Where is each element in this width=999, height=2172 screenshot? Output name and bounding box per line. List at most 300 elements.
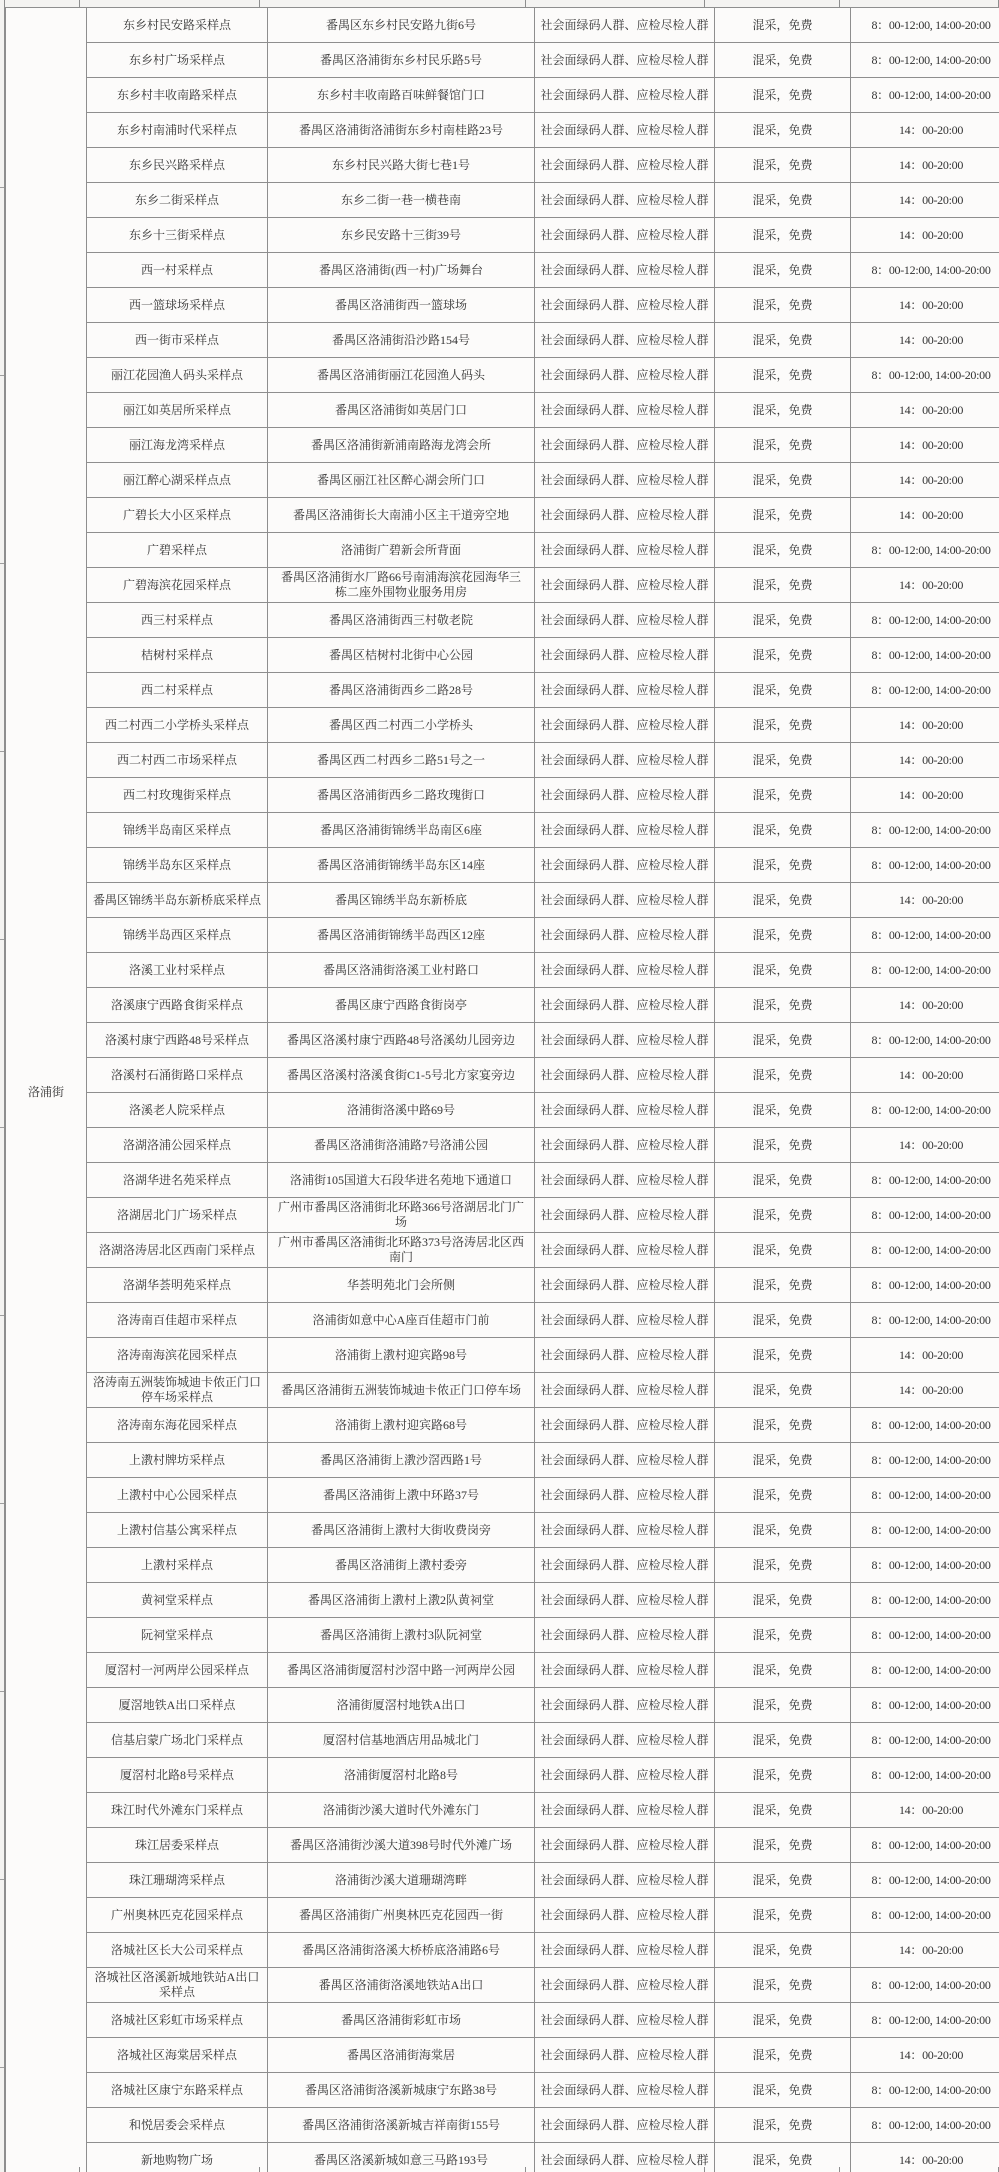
site-name-cell: 上漖村牌坊采样点 bbox=[87, 1443, 268, 1478]
method-cell: 混采，免费 bbox=[715, 1758, 851, 1793]
population-cell: 社会面绿码人群、应检尽检人群 bbox=[535, 323, 715, 358]
time-cell: 14：00-20:00 bbox=[851, 428, 999, 463]
method-cell: 混采，免费 bbox=[715, 1898, 851, 1933]
method-cell: 混采，免费 bbox=[715, 1058, 851, 1093]
address-cell: 番禺区洛溪村洛溪食街C1-5号北方家宴旁边 bbox=[268, 1058, 535, 1093]
site-name-cell: 洛溪工业村采样点 bbox=[87, 953, 268, 988]
site-name-cell: 东乡村广场采样点 bbox=[87, 43, 268, 78]
address-cell: 番禺区西二村西乡二路51号之一 bbox=[268, 743, 535, 778]
table-row bbox=[6, 1443, 999, 1478]
site-name-cell: 珠江珊瑚湾采样点 bbox=[87, 1863, 268, 1898]
population-cell: 社会面绿码人群、应检尽检人群 bbox=[535, 1758, 715, 1793]
time-cell: 8：00-12:00, 14:00-20:00 bbox=[851, 2108, 999, 2143]
site-name-cell: 东乡村丰收南路采样点 bbox=[87, 78, 268, 113]
address-cell: 番禺区洛浦街长大南浦小区主干道旁空地 bbox=[268, 498, 535, 533]
population-cell: 社会面绿码人群、应检尽检人群 bbox=[535, 1828, 715, 1863]
method-cell: 混采，免费 bbox=[715, 1303, 851, 1338]
site-name-cell: 厦滘村北路8号采样点 bbox=[87, 1758, 268, 1793]
method-cell: 混采，免费 bbox=[715, 1128, 851, 1163]
site-name-cell: 东乡民兴路采样点 bbox=[87, 148, 268, 183]
method-cell: 混采，免费 bbox=[715, 1933, 851, 1968]
method-cell: 混采，免费 bbox=[715, 183, 851, 218]
population-cell: 社会面绿码人群、应检尽检人群 bbox=[535, 918, 715, 953]
time-cell: 14：00-20:00 bbox=[851, 323, 999, 358]
method-cell: 混采，免费 bbox=[715, 708, 851, 743]
population-cell: 社会面绿码人群、应检尽检人群 bbox=[535, 1093, 715, 1128]
method-cell: 混采，免费 bbox=[715, 568, 851, 603]
population-cell: 社会面绿码人群、应检尽检人群 bbox=[535, 288, 715, 323]
population-cell: 社会面绿码人群、应检尽检人群 bbox=[535, 1968, 715, 2003]
method-cell: 混采，免费 bbox=[715, 1513, 851, 1548]
site-name-cell: 洛湖华进名苑采样点 bbox=[87, 1163, 268, 1198]
table-row bbox=[6, 848, 999, 883]
time-cell: 14：00-20:00 bbox=[851, 113, 999, 148]
method-cell: 混采，免费 bbox=[715, 533, 851, 568]
time-cell: 8：00-12:00, 14:00-20:00 bbox=[851, 1478, 999, 1513]
method-cell: 混采，免费 bbox=[715, 673, 851, 708]
site-name-cell: 锦绣半岛东区采样点 bbox=[87, 848, 268, 883]
table-row bbox=[6, 78, 999, 113]
table-row bbox=[6, 2003, 999, 2038]
address-cell: 番禺区洛溪新城如意三马路193号 bbox=[268, 2143, 535, 2172]
time-cell: 8：00-12:00, 14:00-20:00 bbox=[851, 1653, 999, 1688]
site-name-cell: 厦滘地铁A出口采样点 bbox=[87, 1688, 268, 1723]
method-cell: 混采，免费 bbox=[715, 1723, 851, 1758]
table-row bbox=[6, 918, 999, 953]
time-cell: 8：00-12:00, 14:00-20:00 bbox=[851, 1163, 999, 1198]
time-cell: 14：00-20:00 bbox=[851, 288, 999, 323]
address-cell: 洛浦街沙溪大道时代外滩东门 bbox=[268, 1793, 535, 1828]
time-cell: 14：00-20:00 bbox=[851, 2143, 999, 2172]
population-cell: 社会面绿码人群、应检尽检人群 bbox=[535, 988, 715, 1023]
site-name-cell: 洛溪村康宁西路48号采样点 bbox=[87, 1023, 268, 1058]
site-name-cell: 广州奥林匹克花园采样点 bbox=[87, 1898, 268, 1933]
population-cell: 社会面绿码人群、应检尽检人群 bbox=[535, 603, 715, 638]
address-cell: 华荟明苑北门会所侧 bbox=[268, 1268, 535, 1303]
address-cell: 洛浦街上漖村迎宾路68号 bbox=[268, 1408, 535, 1443]
table-row bbox=[6, 1513, 999, 1548]
time-cell: 14：00-20:00 bbox=[851, 393, 999, 428]
time-cell: 8：00-12:00, 14:00-20:00 bbox=[851, 1898, 999, 1933]
population-cell: 社会面绿码人群、应检尽检人群 bbox=[535, 8, 715, 43]
time-cell: 14：00-20:00 bbox=[851, 1338, 999, 1373]
site-name-cell: 和悦居委会采样点 bbox=[87, 2108, 268, 2143]
method-cell: 混采，免费 bbox=[715, 778, 851, 813]
site-name-cell: 洛城社区康宁东路采样点 bbox=[87, 2073, 268, 2108]
population-cell: 社会面绿码人群、应检尽检人群 bbox=[535, 533, 715, 568]
table-row bbox=[6, 673, 999, 708]
method-cell: 混采，免费 bbox=[715, 148, 851, 183]
population-cell: 社会面绿码人群、应检尽检人群 bbox=[535, 1443, 715, 1478]
method-cell: 混采，免费 bbox=[715, 1408, 851, 1443]
address-cell: 番禺区洛浦街新浦南路海龙湾会所 bbox=[268, 428, 535, 463]
table-row bbox=[6, 1198, 999, 1233]
method-cell: 混采，免费 bbox=[715, 1268, 851, 1303]
population-cell: 社会面绿码人群、应检尽检人群 bbox=[535, 358, 715, 393]
method-cell: 混采，免费 bbox=[715, 78, 851, 113]
site-name-cell: 洛湖华荟明苑采样点 bbox=[87, 1268, 268, 1303]
table-row bbox=[6, 183, 999, 218]
time-cell: 8：00-12:00, 14:00-20:00 bbox=[851, 848, 999, 883]
time-cell: 8：00-12:00, 14:00-20:00 bbox=[851, 1968, 999, 2003]
table-row bbox=[6, 393, 999, 428]
time-cell: 8：00-12:00, 14:00-20:00 bbox=[851, 1723, 999, 1758]
table-row bbox=[6, 1968, 999, 2003]
site-name-cell: 洛湖居北门广场采样点 bbox=[87, 1198, 268, 1233]
method-cell: 混采，免费 bbox=[715, 1618, 851, 1653]
time-cell: 8：00-12:00, 14:00-20:00 bbox=[851, 1303, 999, 1338]
population-cell: 社会面绿码人群、应检尽检人群 bbox=[535, 848, 715, 883]
method-cell: 混采，免费 bbox=[715, 358, 851, 393]
site-name-cell: 上漖村采样点 bbox=[87, 1548, 268, 1583]
time-cell: 8：00-12:00, 14:00-20:00 bbox=[851, 953, 999, 988]
site-name-cell: 信基启蒙广场北门采样点 bbox=[87, 1723, 268, 1758]
method-cell: 混采，免费 bbox=[715, 428, 851, 463]
table-row bbox=[6, 43, 999, 78]
address-cell: 番禺区洛浦街西乡二路28号 bbox=[268, 673, 535, 708]
address-cell: 番禺区洛浦街洛溪新城康宁东路38号 bbox=[268, 2073, 535, 2108]
site-name-cell: 黄祠堂采样点 bbox=[87, 1583, 268, 1618]
time-cell: 8：00-12:00, 14:00-20:00 bbox=[851, 8, 999, 43]
table-wrap bbox=[5, 7, 999, 2172]
method-cell: 混采，免费 bbox=[715, 1023, 851, 1058]
address-cell: 番禺区洛浦街(西一村)广场舞台 bbox=[268, 253, 535, 288]
table-row bbox=[6, 358, 999, 393]
table-row bbox=[6, 813, 999, 848]
grid-stub-line bbox=[259, 2167, 260, 2172]
address-cell: 番禺区洛浦街洛溪新城吉祥南街155号 bbox=[268, 2108, 535, 2143]
population-cell: 社会面绿码人群、应检尽检人群 bbox=[535, 2038, 715, 2073]
time-cell: 14：00-20:00 bbox=[851, 1373, 999, 1408]
site-name-cell: 丽江如英居所采样点 bbox=[87, 393, 268, 428]
grid-stub-line bbox=[79, 2167, 80, 2172]
population-cell: 社会面绿码人群、应检尽检人群 bbox=[535, 1128, 715, 1163]
table-row bbox=[6, 1233, 999, 1268]
time-cell: 14：00-20:00 bbox=[851, 1128, 999, 1163]
method-cell: 混采，免费 bbox=[715, 1583, 851, 1618]
site-name-cell: 珠江居委采样点 bbox=[87, 1828, 268, 1863]
address-cell: 番禺区桔树村北街中心公园 bbox=[268, 638, 535, 673]
population-cell: 社会面绿码人群、应检尽检人群 bbox=[535, 1478, 715, 1513]
table-row bbox=[6, 1758, 999, 1793]
population-cell: 社会面绿码人群、应检尽检人群 bbox=[535, 883, 715, 918]
method-cell: 混采，免费 bbox=[715, 218, 851, 253]
population-cell: 社会面绿码人群、应检尽检人群 bbox=[535, 673, 715, 708]
address-cell: 番禺区西二村西二小学桥头 bbox=[268, 708, 535, 743]
site-name-cell: 洛涛南东海花园采样点 bbox=[87, 1408, 268, 1443]
population-cell: 社会面绿码人群、应检尽检人群 bbox=[535, 1408, 715, 1443]
address-cell: 番禺区洛浦街水厂路66号南浦海滨花园海华三栋二座外围物业服务用房 bbox=[268, 568, 535, 603]
time-cell: 14：00-20:00 bbox=[851, 883, 999, 918]
table-row bbox=[6, 1163, 999, 1198]
time-cell: 8：00-12:00, 14:00-20:00 bbox=[851, 2073, 999, 2108]
table-row bbox=[6, 568, 999, 603]
method-cell: 混采，免费 bbox=[715, 1548, 851, 1583]
table-row bbox=[6, 1023, 999, 1058]
population-cell: 社会面绿码人群、应检尽检人群 bbox=[535, 1023, 715, 1058]
population-cell: 社会面绿码人群、应检尽检人群 bbox=[535, 463, 715, 498]
time-cell: 14：00-20:00 bbox=[851, 463, 999, 498]
population-cell: 社会面绿码人群、应检尽检人群 bbox=[535, 638, 715, 673]
population-cell: 社会面绿码人群、应检尽检人群 bbox=[535, 253, 715, 288]
time-cell: 8：00-12:00, 14:00-20:00 bbox=[851, 1863, 999, 1898]
site-name-cell: 洛湖洛浦公园采样点 bbox=[87, 1128, 268, 1163]
method-cell: 混采，免费 bbox=[715, 1443, 851, 1478]
time-cell: 8：00-12:00, 14:00-20:00 bbox=[851, 78, 999, 113]
site-name-cell: 丽江海龙湾采样点 bbox=[87, 428, 268, 463]
population-cell: 社会面绿码人群、应检尽检人群 bbox=[535, 1338, 715, 1373]
site-name-cell: 锦绣半岛南区采样点 bbox=[87, 813, 268, 848]
method-cell: 混采，免费 bbox=[715, 1478, 851, 1513]
address-cell: 番禺区康宁西路食街岗亭 bbox=[268, 988, 535, 1023]
time-cell: 8：00-12:00, 14:00-20:00 bbox=[851, 1443, 999, 1478]
table-row bbox=[6, 428, 999, 463]
grid-stub-line bbox=[525, 0, 526, 7]
population-cell: 社会面绿码人群、应检尽检人群 bbox=[535, 708, 715, 743]
table-row bbox=[6, 1128, 999, 1163]
time-cell: 8：00-12:00, 14:00-20:00 bbox=[851, 253, 999, 288]
method-cell: 混采，免费 bbox=[715, 393, 851, 428]
method-cell: 混采，免费 bbox=[715, 1653, 851, 1688]
address-cell: 洛浦街洛溪中路69号 bbox=[268, 1093, 535, 1128]
address-cell: 番禺区洛浦街厦滘村沙滘中路一河两岸公园 bbox=[268, 1653, 535, 1688]
address-cell: 番禺区洛浦街五洲装饰城迪卡侬正门口停车场 bbox=[268, 1373, 535, 1408]
population-cell: 社会面绿码人群、应检尽检人群 bbox=[535, 743, 715, 778]
method-cell: 混采，免费 bbox=[715, 1968, 851, 2003]
time-cell: 8：00-12:00, 14:00-20:00 bbox=[851, 1688, 999, 1723]
site-name-cell: 西二村采样点 bbox=[87, 673, 268, 708]
population-cell: 社会面绿码人群、应检尽检人群 bbox=[535, 1268, 715, 1303]
population-cell: 社会面绿码人群、应检尽检人群 bbox=[535, 568, 715, 603]
method-cell: 混采，免费 bbox=[715, 813, 851, 848]
time-cell: 8：00-12:00, 14:00-20:00 bbox=[851, 1198, 999, 1233]
table-row bbox=[6, 638, 999, 673]
population-cell: 社会面绿码人群、应检尽检人群 bbox=[535, 1863, 715, 1898]
table-row bbox=[6, 113, 999, 148]
table-row bbox=[6, 1793, 999, 1828]
time-cell: 8：00-12:00, 14:00-20:00 bbox=[851, 1023, 999, 1058]
time-cell: 14：00-20:00 bbox=[851, 708, 999, 743]
table-row bbox=[6, 1303, 999, 1338]
population-cell: 社会面绿码人群、应检尽检人群 bbox=[535, 1198, 715, 1233]
population-cell: 社会面绿码人群、应检尽检人群 bbox=[535, 1548, 715, 1583]
method-cell: 混采，免费 bbox=[715, 1233, 851, 1268]
method-cell: 混采，免费 bbox=[715, 1373, 851, 1408]
table-row bbox=[6, 463, 999, 498]
table-row bbox=[6, 883, 999, 918]
method-cell: 混采，免费 bbox=[715, 8, 851, 43]
population-cell: 社会面绿码人群、应检尽检人群 bbox=[535, 78, 715, 113]
address-cell: 东乡村民兴路大街七巷1号 bbox=[268, 148, 535, 183]
population-cell: 社会面绿码人群、应检尽检人群 bbox=[535, 113, 715, 148]
method-cell: 混采，免费 bbox=[715, 603, 851, 638]
population-cell: 社会面绿码人群、应检尽检人群 bbox=[535, 1583, 715, 1618]
site-name-cell: 洛城社区海棠居采样点 bbox=[87, 2038, 268, 2073]
population-cell: 社会面绿码人群、应检尽检人群 bbox=[535, 1163, 715, 1198]
population-cell: 社会面绿码人群、应检尽检人群 bbox=[535, 1058, 715, 1093]
population-cell: 社会面绿码人群、应检尽检人群 bbox=[535, 43, 715, 78]
table-row bbox=[6, 1863, 999, 1898]
population-cell: 社会面绿码人群、应检尽检人群 bbox=[535, 778, 715, 813]
address-cell: 厦滘村信基地酒店用品城北门 bbox=[268, 1723, 535, 1758]
population-cell: 社会面绿码人群、应检尽检人群 bbox=[535, 1933, 715, 1968]
address-cell: 广州市番禺区洛浦街北环路366号洛湖居北门广场 bbox=[268, 1198, 535, 1233]
site-name-cell: 阮祠堂采样点 bbox=[87, 1618, 268, 1653]
address-cell: 广州市番禺区洛浦街北环路373号洛涛居北区西南门 bbox=[268, 1233, 535, 1268]
time-cell: 14：00-20:00 bbox=[851, 1058, 999, 1093]
site-name-cell: 锦绣半岛西区采样点 bbox=[87, 918, 268, 953]
site-name-cell: 洛城社区洛溪新城地铁站A出口采样点 bbox=[87, 1968, 268, 2003]
address-cell: 番禺区锦绣半岛东新桥底 bbox=[268, 883, 535, 918]
time-cell: 8：00-12:00, 14:00-20:00 bbox=[851, 1758, 999, 1793]
population-cell: 社会面绿码人群、应检尽检人群 bbox=[535, 1653, 715, 1688]
time-cell: 14：00-20:00 bbox=[851, 183, 999, 218]
time-cell: 8：00-12:00, 14:00-20:00 bbox=[851, 1268, 999, 1303]
address-cell: 番禺区丽江社区醉心湖会所门口 bbox=[268, 463, 535, 498]
time-cell: 8：00-12:00, 14:00-20:00 bbox=[851, 1828, 999, 1863]
time-cell: 14：00-20:00 bbox=[851, 1933, 999, 1968]
population-cell: 社会面绿码人群、应检尽检人群 bbox=[535, 1688, 715, 1723]
address-cell: 番禺区洛浦街洛溪地铁站A出口 bbox=[268, 1968, 535, 2003]
table-row bbox=[6, 1583, 999, 1618]
time-cell: 14：00-20:00 bbox=[851, 568, 999, 603]
time-cell: 14：00-20:00 bbox=[851, 498, 999, 533]
method-cell: 混采，免费 bbox=[715, 2073, 851, 2108]
population-cell: 社会面绿码人群、应检尽检人群 bbox=[535, 1618, 715, 1653]
table-row bbox=[6, 778, 999, 813]
time-cell: 8：00-12:00, 14:00-20:00 bbox=[851, 1408, 999, 1443]
site-name-cell: 厦滘村一河两岸公园采样点 bbox=[87, 1653, 268, 1688]
address-cell: 东乡民安路十三街39号 bbox=[268, 218, 535, 253]
population-cell: 社会面绿码人群、应检尽检人群 bbox=[535, 183, 715, 218]
population-cell: 社会面绿码人群、应检尽检人群 bbox=[535, 1513, 715, 1548]
table-row bbox=[6, 1093, 999, 1128]
table-row bbox=[6, 1618, 999, 1653]
table-row bbox=[6, 253, 999, 288]
population-cell: 社会面绿码人群、应检尽检人群 bbox=[535, 1233, 715, 1268]
address-cell: 番禺区洛浦街上漖村大街收费岗旁 bbox=[268, 1513, 535, 1548]
address-cell: 番禺区洛浦街洛浦路7号洛浦公园 bbox=[268, 1128, 535, 1163]
address-cell: 洛浦街厦滘村地铁A出口 bbox=[268, 1688, 535, 1723]
table-row bbox=[6, 1828, 999, 1863]
site-name-cell: 西一村采样点 bbox=[87, 253, 268, 288]
address-cell: 番禺区洛浦街西三村敬老院 bbox=[268, 603, 535, 638]
table-row bbox=[6, 2038, 999, 2073]
method-cell: 混采，免费 bbox=[715, 1093, 851, 1128]
site-name-cell: 广碧海滨花园采样点 bbox=[87, 568, 268, 603]
site-name-cell: 洛涛南五洲装饰城迪卡侬正门口停车场采样点 bbox=[87, 1373, 268, 1408]
grid-stub-line bbox=[704, 2167, 705, 2172]
table-row bbox=[6, 1688, 999, 1723]
site-name-cell: 番禺区锦绣半岛东新桥底采样点 bbox=[87, 883, 268, 918]
population-cell: 社会面绿码人群、应检尽检人群 bbox=[535, 953, 715, 988]
address-cell: 番禺区洛浦街沿沙路154号 bbox=[268, 323, 535, 358]
site-name-cell: 洛涛南海滨花园采样点 bbox=[87, 1338, 268, 1373]
population-cell: 社会面绿码人群、应检尽检人群 bbox=[535, 428, 715, 463]
table-row bbox=[6, 953, 999, 988]
time-cell: 8：00-12:00, 14:00-20:00 bbox=[851, 358, 999, 393]
grid-stub-line bbox=[704, 0, 705, 7]
population-cell: 社会面绿码人群、应检尽检人群 bbox=[535, 498, 715, 533]
table-row bbox=[6, 743, 999, 778]
address-cell: 番禺区洛浦街广州奥林匹克花园西一街 bbox=[268, 1898, 535, 1933]
method-cell: 混采，免费 bbox=[715, 953, 851, 988]
time-cell: 14：00-20:00 bbox=[851, 2038, 999, 2073]
site-name-cell: 西二村西二市场采样点 bbox=[87, 743, 268, 778]
table-row bbox=[6, 603, 999, 638]
address-cell: 番禺区洛浦街上漖村上漖2队黄祠堂 bbox=[268, 1583, 535, 1618]
address-cell: 番禺区洛浦街西一篮球场 bbox=[268, 288, 535, 323]
method-cell: 混采，免费 bbox=[715, 498, 851, 533]
site-name-cell: 西二村玫瑰街采样点 bbox=[87, 778, 268, 813]
table-row bbox=[6, 1898, 999, 1933]
table-row bbox=[6, 1058, 999, 1093]
population-cell: 社会面绿码人群、应检尽检人群 bbox=[535, 393, 715, 428]
grid-stub-line bbox=[79, 0, 80, 7]
method-cell: 混采，免费 bbox=[715, 848, 851, 883]
population-cell: 社会面绿码人群、应检尽检人群 bbox=[535, 1373, 715, 1408]
method-cell: 混采，免费 bbox=[715, 1688, 851, 1723]
method-cell: 混采，免费 bbox=[715, 1198, 851, 1233]
population-cell: 社会面绿码人群、应检尽检人群 bbox=[535, 2003, 715, 2038]
table-row bbox=[6, 1338, 999, 1373]
site-name-cell: 广碧采样点 bbox=[87, 533, 268, 568]
method-cell: 混采，免费 bbox=[715, 253, 851, 288]
time-cell: 8：00-12:00, 14:00-20:00 bbox=[851, 1233, 999, 1268]
address-cell: 番禺区洛浦街西乡二路玫瑰街口 bbox=[268, 778, 535, 813]
address-cell: 番禺区洛浦街丽江花园渔人码头 bbox=[268, 358, 535, 393]
site-name-cell: 桔树村采样点 bbox=[87, 638, 268, 673]
method-cell: 混采，免费 bbox=[715, 2003, 851, 2038]
address-cell: 番禺区洛浦街锦绣半岛南区6座 bbox=[268, 813, 535, 848]
address-cell: 东乡二街一巷一横巷南 bbox=[268, 183, 535, 218]
address-cell: 番禺区洛浦街上漖村3队阮祠堂 bbox=[268, 1618, 535, 1653]
address-cell: 番禺区洛浦街海棠居 bbox=[268, 2038, 535, 2073]
address-cell: 番禺区洛溪村康宁西路48号洛溪幼儿园旁边 bbox=[268, 1023, 535, 1058]
table-row bbox=[6, 1723, 999, 1758]
site-name-cell: 广碧长大小区采样点 bbox=[87, 498, 268, 533]
method-cell: 混采，免费 bbox=[715, 288, 851, 323]
table-row bbox=[6, 1373, 999, 1408]
population-cell: 社会面绿码人群、应检尽检人群 bbox=[535, 1898, 715, 1933]
address-cell: 番禺区洛浦街上漖中环路37号 bbox=[268, 1478, 535, 1513]
population-cell: 社会面绿码人群、应检尽检人群 bbox=[535, 148, 715, 183]
table-row bbox=[6, 1933, 999, 1968]
population-cell: 社会面绿码人群、应检尽检人群 bbox=[535, 2108, 715, 2143]
grid-stub-line bbox=[259, 0, 260, 7]
population-cell: 社会面绿码人群、应检尽检人群 bbox=[535, 2143, 715, 2172]
address-cell: 番禺区洛浦街上漖沙滘西路1号 bbox=[268, 1443, 535, 1478]
time-cell: 8：00-12:00, 14:00-20:00 bbox=[851, 1583, 999, 1618]
method-cell: 混采，免费 bbox=[715, 638, 851, 673]
table-row bbox=[6, 148, 999, 183]
grid-stub-line bbox=[525, 2167, 526, 2172]
time-cell: 8：00-12:00, 14:00-20:00 bbox=[851, 1548, 999, 1583]
method-cell: 混采，免费 bbox=[715, 988, 851, 1023]
address-cell: 番禺区洛浦街洛浦街东乡村南桂路23号 bbox=[268, 113, 535, 148]
table-row bbox=[6, 1653, 999, 1688]
address-cell: 番禺区洛浦街如英居门口 bbox=[268, 393, 535, 428]
grid-stub-line bbox=[839, 2167, 840, 2172]
population-cell: 社会面绿码人群、应检尽检人群 bbox=[535, 813, 715, 848]
method-cell: 混采，免费 bbox=[715, 2038, 851, 2073]
site-name-cell: 西二村西二小学桥头采样点 bbox=[87, 708, 268, 743]
method-cell: 混采，免费 bbox=[715, 743, 851, 778]
address-cell: 洛浦街105国道大石段华进名苑地下通道口 bbox=[268, 1163, 535, 1198]
time-cell: 8：00-12:00, 14:00-20:00 bbox=[851, 43, 999, 78]
address-cell: 洛浦街如意中心A座百佳超市门前 bbox=[268, 1303, 535, 1338]
time-cell: 8：00-12:00, 14:00-20:00 bbox=[851, 813, 999, 848]
